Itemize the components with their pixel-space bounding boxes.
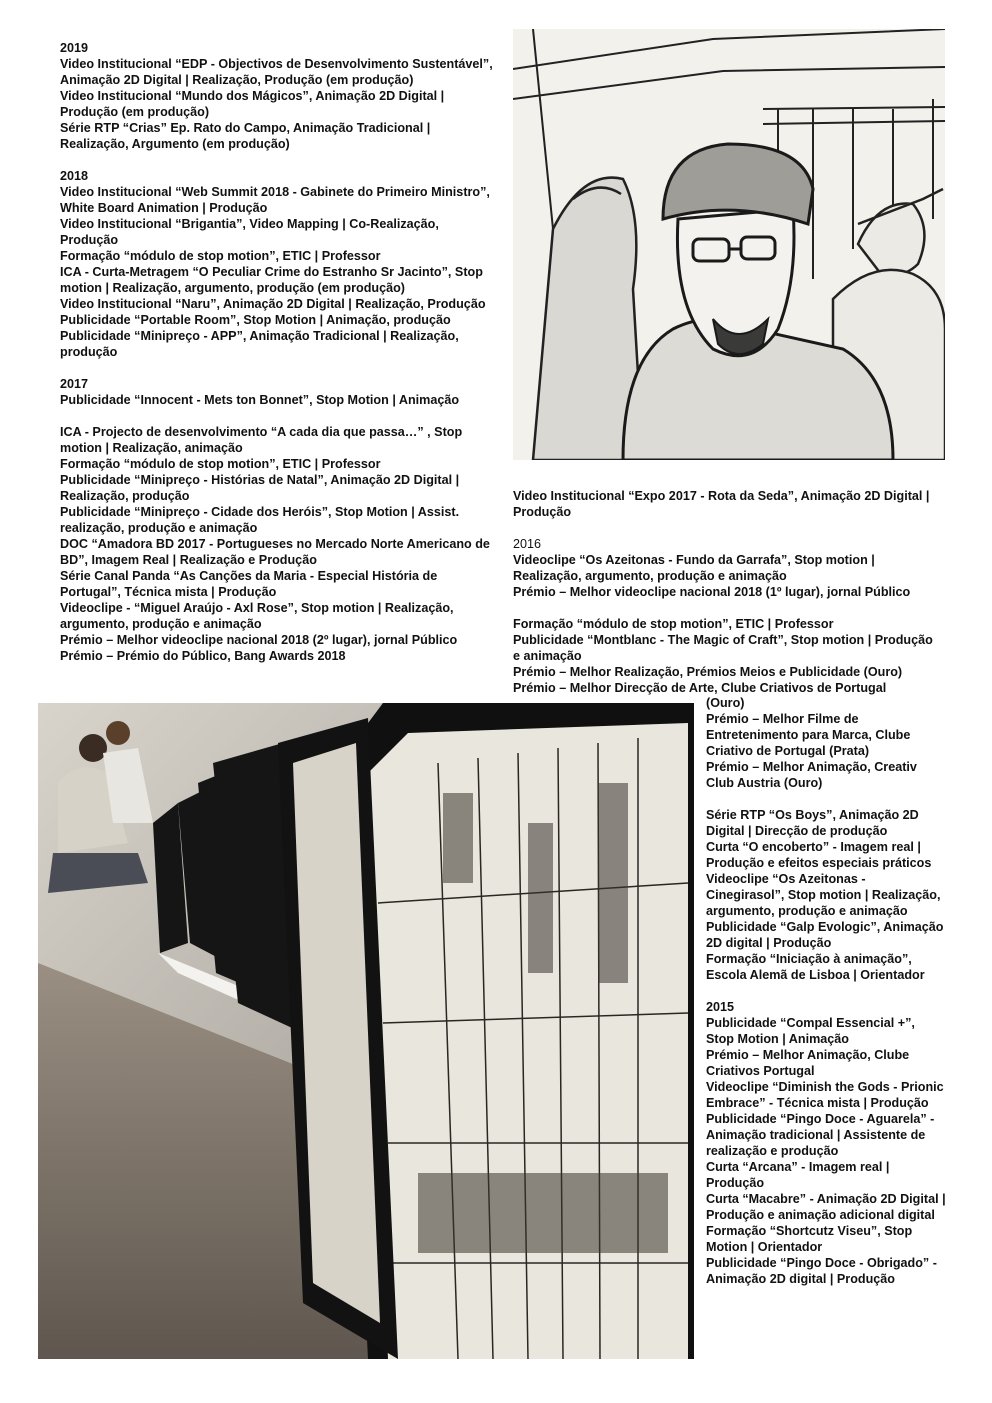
year-heading-2017: 2017 xyxy=(60,377,89,391)
year-heading-2016: 2016 xyxy=(513,537,542,551)
list-item: Publicidade “Montblanc - The Magic of Craft”, Stop motion | Produção e animação xyxy=(513,633,933,663)
exhibition-photo xyxy=(38,703,694,1359)
left-column xyxy=(60,40,500,664)
middle-column xyxy=(513,488,933,696)
list-item: Publicidade “Minipreço - Histórias de Natal”, Animação 2D Digital | Realização, produção xyxy=(60,473,460,503)
exhibition-photo-drawing xyxy=(38,703,694,1359)
list-item: Publicidade “Pingo Doce - Aguarela” - Animação tradicional | Assistente de realização e produção xyxy=(706,1112,935,1158)
list-item: Video Institucional “Expo 2017 - Rota da Seda”, Animação 2D Digital | Produção xyxy=(513,489,930,519)
list-item: Prémio – Melhor Direcção de Arte, Clube Criativos de Portugal xyxy=(513,681,887,695)
list-item: Curta “Arcana” - Imagem real | Produção xyxy=(706,1160,890,1190)
list-item: ICA - Projecto de desenvolvimento “A cada dia que passa…” , Stop motion | Realização, animação xyxy=(60,425,463,455)
list-item: Prémio – Melhor videoclipe nacional 2018 (1º lugar), jornal Público xyxy=(513,585,911,599)
year-heading-2018: 2018 xyxy=(60,169,89,183)
list-item: Videoclipe - “Miguel Araújo - Axl Rose”, Stop motion | Realização, argumento, produção e animação xyxy=(60,601,454,631)
list-item: Video Institucional “EDP - Objectivos de Desenvolvimento Sustentável”, Animação 2D Digital | Realização, Produção (em produção) xyxy=(60,57,493,87)
list-item: Curta “Macabre” - Animação 2D Digital | Produção e animação adicional digital xyxy=(706,1192,946,1222)
right-column xyxy=(706,695,946,1287)
list-item: Série Canal Panda “As Canções da Maria - Especial História de Portugal”, Técnica mista | Produção xyxy=(60,569,438,599)
list-item: Prémio – Melhor Filme de Entretenimento para Marca, Clube Criativo de Portugal (Prata) xyxy=(706,712,911,758)
list-item: ICA - Curta-Metragem “O Peculiar Crime do Estranho Sr Jacinto”, Stop motion | Realização, argumento, produção (em produção) xyxy=(60,265,483,295)
list-item: Videoclipe “Diminish the Gods - Prionic Embrace” - Técnica mista | Produção xyxy=(706,1080,944,1110)
list-item: Video Institucional “Mundo dos Mágicos”, Animação 2D Digital | Produção (em produção) xyxy=(60,89,445,119)
list-item: Prémio – Prémio do Público, Bang Awards 2018 xyxy=(60,649,346,663)
list-item: Série RTP “Os Boys”, Animação 2D Digital | Direcção de produção xyxy=(706,808,919,838)
list-item: Publicidade “Minipreço - Cidade dos Heróis”, Stop Motion | Assist. realização, produção e animação xyxy=(60,505,460,535)
list-item: Prémio – Melhor Animação, Creativ Club Austria (Ouro) xyxy=(706,760,917,790)
year-heading-2015: 2015 xyxy=(706,1000,735,1014)
list-item: Video Institucional “Web Summit 2018 - Gabinete do Primeiro Ministro”, White Board Animation | Produção xyxy=(60,185,490,215)
comic-portrait-drawing xyxy=(513,29,945,460)
list-item: Formação “módulo de stop motion”, ETIC | Professor xyxy=(60,457,381,471)
list-item: Publicidade “Galp Evologic”, Animação 2D digital | Produção xyxy=(706,920,944,950)
list-item: DOC “Amadora BD 2017 - Portugueses no Mercado Norte Americano de BD”, Imagem Real | Realização e Produção xyxy=(60,537,490,567)
list-item: Video Institucional “Brigantia”, Video Mapping | Co-Realização, Produção xyxy=(60,217,439,247)
list-item: Publicidade “Innocent - Mets ton Bonnet”, Stop Motion | Animação xyxy=(60,393,460,407)
list-item: Videoclipe “Os Azeitonas - Fundo da Garrafa”, Stop motion | Realização, argumento, produção e animação xyxy=(513,553,875,583)
year-heading-2019: 2019 xyxy=(60,41,89,55)
list-item: Video Institucional “Naru”, Animação 2D Digital | Realização, Produção xyxy=(60,297,486,311)
list-item: Formação “módulo de stop motion”, ETIC | Professor xyxy=(60,249,381,263)
list-item: Prémio – Melhor Realização, Prémios Meios e Publicidade (Ouro) xyxy=(513,665,903,679)
list-item: (Ouro) xyxy=(706,696,745,710)
list-item: Publicidade “Compal Essencial +”, Stop Motion | Animação xyxy=(706,1016,915,1046)
list-item: Série RTP “Crias” Ep. Rato do Campo, Animação Tradicional | Realização, Argumento (em produção) xyxy=(60,121,431,151)
list-item: Formação “Iniciação à animação”, Escola Alemã de Lisboa | Orientador xyxy=(706,952,925,982)
list-item: Prémio – Melhor videoclipe nacional 2018 (2º lugar), jornal Público xyxy=(60,633,458,647)
list-item: Formação “Shortcutz Viseu”, Stop Motion | Orientador xyxy=(706,1224,913,1254)
list-item: Publicidade “Minipreço - APP”, Animação Tradicional | Realização, produção xyxy=(60,329,459,359)
list-item: Curta “O encoberto” - Imagem real | Produção e efeitos especiais práticos xyxy=(706,840,932,870)
list-item: Formação “módulo de stop motion”, ETIC | Professor xyxy=(513,617,834,631)
list-item: Publicidade “Pingo Doce - Obrigado” - Animação 2D digital | Produção xyxy=(706,1256,937,1286)
comic-portrait-illustration xyxy=(513,29,945,460)
list-item: Videoclipe “Os Azeitonas - Cinegirasol”, Stop motion | Realização, argumento, produção e animação xyxy=(706,872,941,918)
list-item: Publicidade “Portable Room”, Stop Motion | Animação, produção xyxy=(60,313,451,327)
list-item: Prémio – Melhor Animação, Clube Criativos Portugal xyxy=(706,1048,910,1078)
